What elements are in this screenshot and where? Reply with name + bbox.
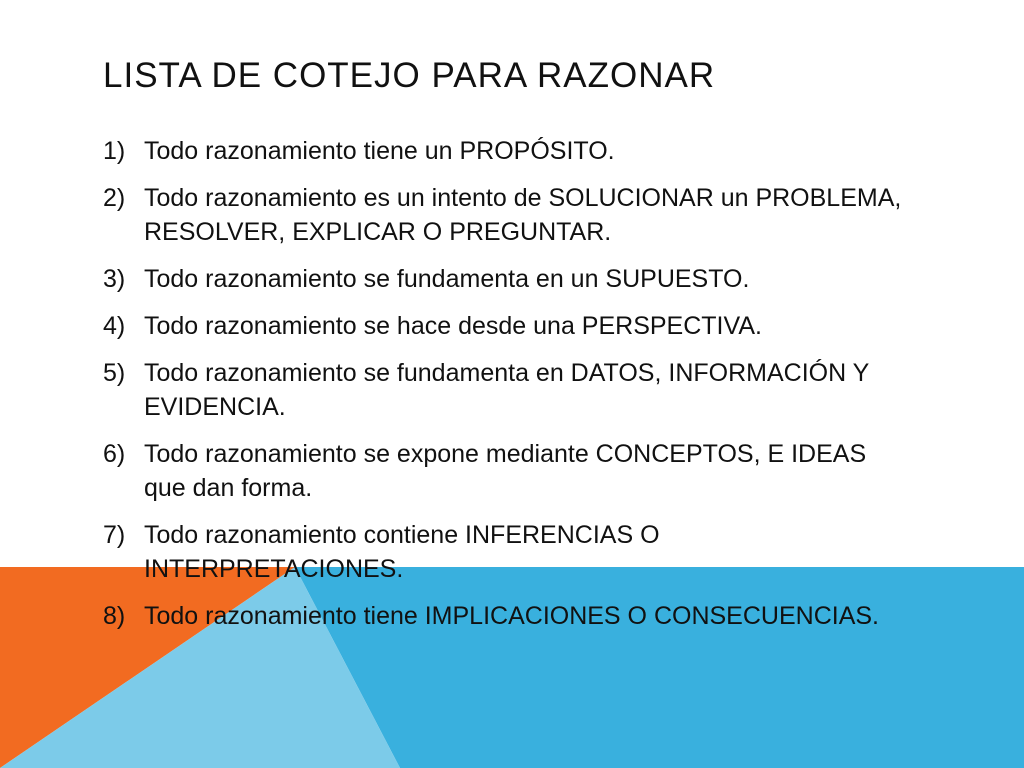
list-item <box>103 599 903 633</box>
list-item <box>103 181 903 249</box>
item-text: Todo razonamiento tiene un PROPÓSITO. <box>144 137 615 165</box>
item-number: 8) <box>103 602 126 630</box>
item-number: 5) <box>103 359 126 387</box>
item-number: 4) <box>103 312 126 340</box>
item-number: 2) <box>103 184 126 212</box>
list-item <box>103 437 903 505</box>
reasoning-checklist <box>103 134 903 646</box>
list-item <box>103 134 903 168</box>
slide-title: LISTA DE COTEJO PARA RAZONAR <box>103 56 716 95</box>
item-text: Todo razonamiento se fundamenta en un SUPUESTO. <box>144 265 750 293</box>
item-text: Todo razonamiento es un intento de SOLUCIONAR un PROBLEMA, RESOLVER, EXPLICAR O PREGUNTAR. <box>144 184 902 246</box>
list-item <box>103 518 903 586</box>
item-text: Todo razonamiento se fundamenta en DATOS, INFORMACIÓN Y EVIDENCIA. <box>144 359 869 421</box>
item-text: Todo razonamiento contiene INFERENCIAS O INTERPRETACIONES. <box>144 521 660 583</box>
item-number: 6) <box>103 440 126 468</box>
item-text: Todo razonamiento se hace desde una PERSPECTIVA. <box>144 312 762 340</box>
list-item <box>103 309 903 343</box>
list-item <box>103 262 903 296</box>
item-number: 3) <box>103 265 126 293</box>
item-number: 1) <box>103 137 126 165</box>
list-item <box>103 356 903 424</box>
item-text: Todo razonamiento se expone mediante CONCEPTOS, E IDEAS que dan forma. <box>144 440 867 502</box>
item-text: Todo razonamiento tiene IMPLICACIONES O CONSECUENCIAS. <box>144 602 879 630</box>
item-number: 7) <box>103 521 126 549</box>
